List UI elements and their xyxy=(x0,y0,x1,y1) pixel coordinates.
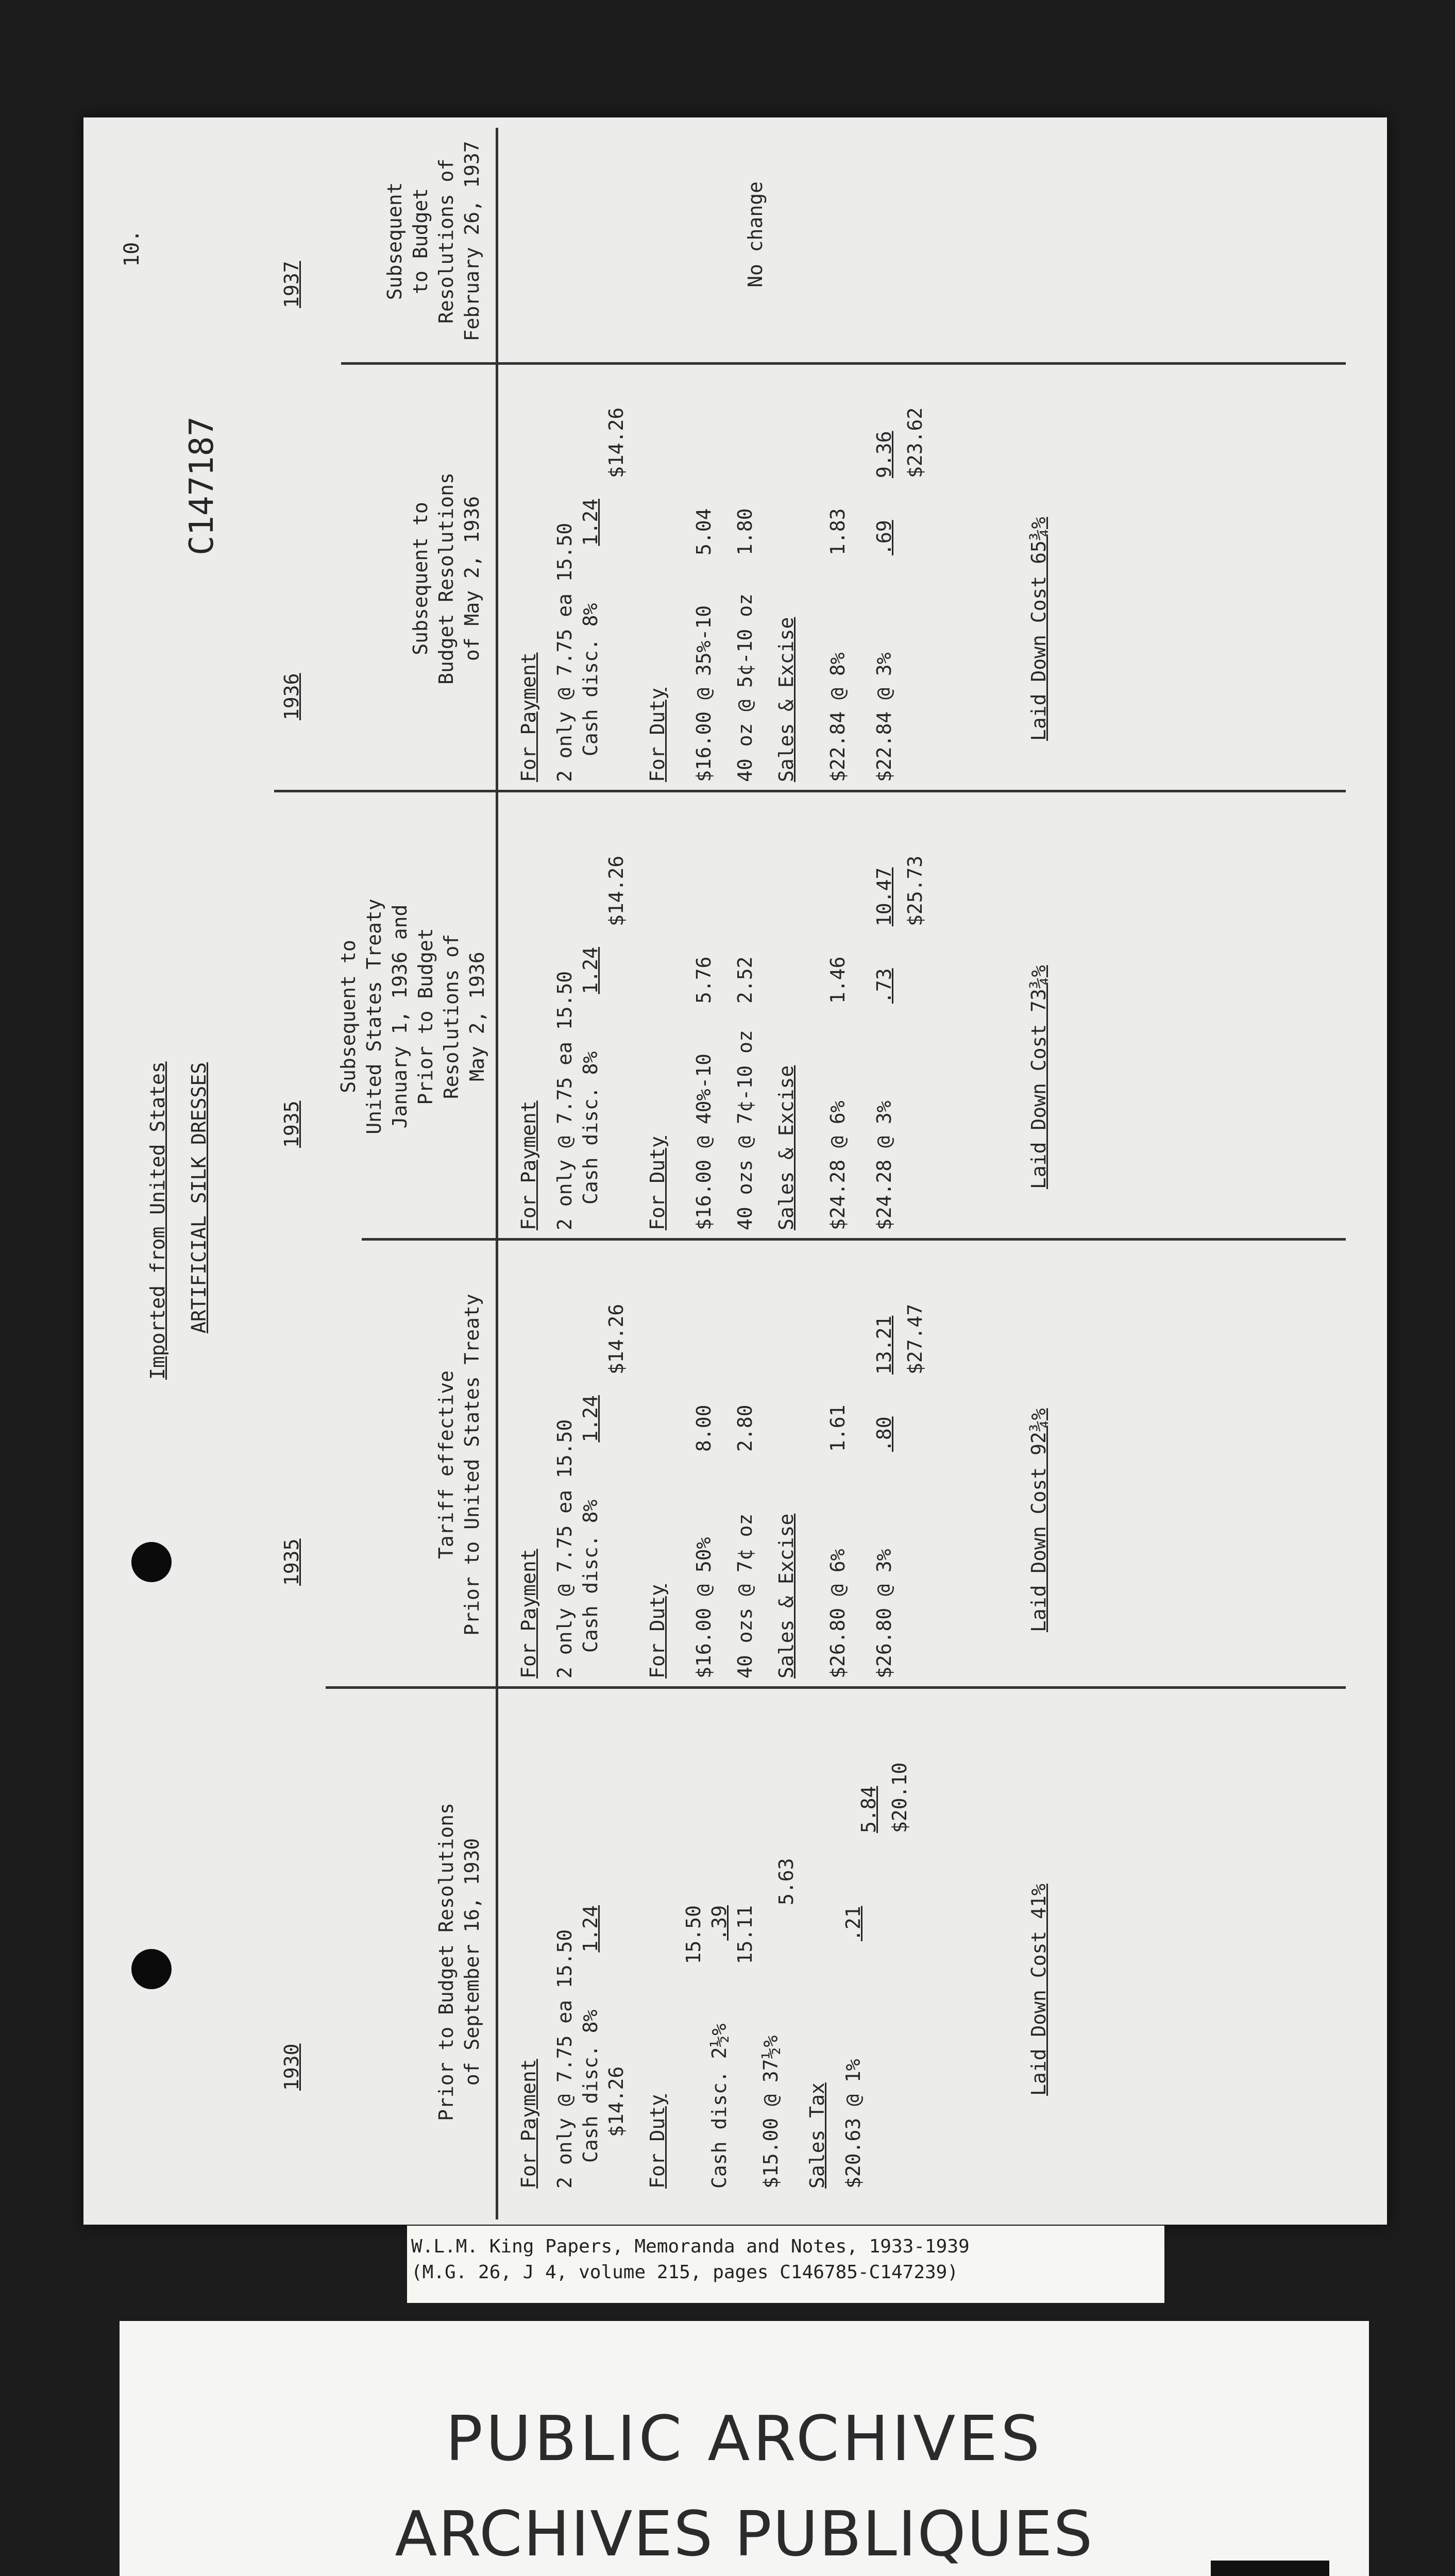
c2-tax-line2a: $26.80 @ 3% xyxy=(873,1549,895,1679)
header-rule xyxy=(496,128,498,2219)
stamp-line1: PUBLIC ARCHIVES xyxy=(445,2403,1043,2475)
c1-tax-label: Sales Tax xyxy=(806,2082,828,2189)
c3-header-1: Subsequent to xyxy=(337,940,360,1093)
c2-tax-line2c: 13.21 xyxy=(873,1315,895,1375)
column-divider xyxy=(326,1686,1346,1689)
page-number: 10. xyxy=(120,229,144,267)
c3-payment-total: $14.26 xyxy=(605,855,628,926)
c2-payment-line2b: 1.24 xyxy=(579,1395,602,1443)
stamp-line2: ARCHIVES PUBLIQUES xyxy=(395,2499,1094,2570)
c1-payment-line1: 2 only @ 7.75 ea 15.50 xyxy=(553,1929,576,2189)
c1-payment-line2a: Cash disc. 8% xyxy=(579,2009,602,2163)
c3-header-3: January 1, 1936 and xyxy=(388,904,411,1129)
c1-header-2: of September 16, 1930 xyxy=(461,1838,483,2086)
document-number: C147187 xyxy=(183,416,221,555)
c2-tax-line1a: $26.80 @ 6% xyxy=(826,1549,849,1679)
c1-duty-label: For Duty xyxy=(646,2094,669,2189)
c1-tax-line1a: $20.63 @ 1% xyxy=(842,2059,865,2189)
c2-grand-total: $27.47 xyxy=(904,1303,926,1375)
year-1935-b: 1935 xyxy=(280,1100,303,1148)
c1-payment-line2b: 1.24 xyxy=(579,1905,602,1953)
c2-duty-line1b: 8.00 xyxy=(692,1404,715,1452)
c4-payment-line2b: 1.24 xyxy=(579,499,602,546)
c3-laid-down: Laid Down Cost 73¾% xyxy=(1027,965,1050,1189)
c2-duty-label: For Duty xyxy=(646,1584,669,1679)
c2-header-2: Prior to United States Treaty xyxy=(461,1294,483,1636)
c2-payment-total: $14.26 xyxy=(605,1303,628,1375)
c4-header-3: of May 2, 1936 xyxy=(461,496,483,662)
c2-payment-label: For Payment xyxy=(517,1549,540,1679)
c4-tax-line1b: 1.83 xyxy=(826,508,849,555)
c1-header-1: Prior to Budget Resolutions xyxy=(435,1803,458,2121)
c2-tax-line2b: .80 xyxy=(873,1416,895,1452)
c3-payment-line1: 2 only @ 7.75 ea 15.50 xyxy=(553,971,576,1230)
c1-laid-down: Laid Down Cost 41% xyxy=(1027,1884,1050,2096)
archive-label-line1: W.L.M. King Papers, Memoranda and Notes, 1933-1939 xyxy=(411,2236,970,2257)
c3-tax-line2b: .73 xyxy=(873,968,895,1004)
c3-tax-line2c: 10.47 xyxy=(873,867,895,926)
c2-header-1: Tariff effective xyxy=(435,1370,458,1560)
archive-label-line2: (M.G. 26, J 4, volume 215, pages C146785-C147239) xyxy=(411,2262,959,2283)
c4-duty-line1a: $16.00 @ 35%-10 xyxy=(692,605,715,782)
rotated-table xyxy=(83,117,1387,2225)
c1-grand-total: $20.10 xyxy=(888,1762,911,1833)
c4-tax-label: Sales & Excise xyxy=(775,617,798,782)
c4-duty-line1b: 5.04 xyxy=(692,508,715,555)
c2-tax-line1b: 1.61 xyxy=(826,1404,849,1452)
c5-header-2: to Budget xyxy=(409,188,432,294)
c1-duty-line2b: .39 xyxy=(708,1905,731,1941)
c1-duty-line1a: 15.50 xyxy=(682,1905,705,1964)
c3-tax-line2a: $24.28 @ 3% xyxy=(873,1100,895,1230)
c2-duty-line1a: $16.00 @ 50% xyxy=(692,1537,715,1679)
c4-tax-line1a: $22.84 @ 8% xyxy=(826,652,849,782)
c5-no-change: No change xyxy=(744,181,767,287)
c4-tax-line2a: $22.84 @ 3% xyxy=(873,652,895,782)
c4-header-2: Budget Resolutions xyxy=(435,472,458,685)
c5-header-4: February 26, 1937 xyxy=(461,141,483,342)
c4-payment-label: For Payment xyxy=(517,652,540,782)
c5-header-3: Resolutions of xyxy=(435,158,458,324)
column-divider xyxy=(362,1238,1346,1241)
c1-payment-total: $14.26 xyxy=(605,2066,628,2137)
c3-header-2: United States Treaty xyxy=(363,899,385,1134)
c3-duty-line2b: 2.52 xyxy=(734,956,756,1004)
c3-duty-line1a: $16.00 @ 40%-10 xyxy=(692,1053,715,1230)
c2-payment-line2a: Cash disc. 8% xyxy=(579,1499,602,1653)
c2-tax-label: Sales & Excise xyxy=(775,1513,798,1679)
c4-tax-line2b: .69 xyxy=(873,520,895,555)
c1-tax-line1c: 5.84 xyxy=(857,1786,880,1833)
c3-duty-line1b: 5.76 xyxy=(692,956,715,1004)
heading-line1: Imported from United States xyxy=(146,1061,169,1380)
column-divider xyxy=(274,790,1346,792)
c4-laid-down: Laid Down Cost 65¾% xyxy=(1027,517,1050,741)
c1-tax-line1b: .21 xyxy=(842,1906,865,1941)
year-1935-a: 1935 xyxy=(280,1538,303,1586)
document-page xyxy=(83,117,1387,2225)
punch-hole xyxy=(131,1949,172,1989)
c2-payment-line1: 2 only @ 7.75 ea 15.50 xyxy=(553,1419,576,1679)
c4-payment-total: $14.26 xyxy=(605,407,628,478)
archives-stamp-card xyxy=(120,2321,1369,2576)
c1-duty-line2a: Cash disc. 2½% xyxy=(708,2023,731,2189)
archive-reference-label xyxy=(407,2226,1164,2303)
punch-hole xyxy=(131,1542,172,1582)
year-1930: 1930 xyxy=(280,2043,303,2091)
c3-grand-total: $25.73 xyxy=(904,855,926,926)
c1-payment-label: For Payment xyxy=(517,2059,540,2189)
column-divider xyxy=(341,362,1346,365)
c2-duty-line2b: 2.80 xyxy=(734,1404,756,1452)
c3-duty-line2a: 40 ozs @ 7¢-10 oz xyxy=(734,1030,756,1230)
c4-duty-line2a: 40 oz @ 5¢-10 oz xyxy=(734,593,756,782)
c3-payment-line2a: Cash disc. 8% xyxy=(579,1051,602,1205)
year-1937: 1937 xyxy=(280,261,303,308)
dark-tab xyxy=(1211,2561,1329,2576)
c4-grand-total: $23.62 xyxy=(904,407,926,478)
c3-header-6: May 2, 1936 xyxy=(466,952,488,1081)
c4-tax-line2c: 9.36 xyxy=(873,431,895,478)
c3-duty-label: For Duty xyxy=(646,1136,669,1230)
c4-payment-line2a: Cash disc. 8% xyxy=(579,603,602,756)
c3-header-4: Prior to Budget xyxy=(414,928,437,1105)
c1-duty-line4b: 5.63 xyxy=(775,1858,798,1905)
c3-tax-line1a: $24.28 @ 6% xyxy=(826,1100,849,1230)
year-1936: 1936 xyxy=(280,673,303,720)
heading-line2: ARTIFICIAL SILK DRESSES xyxy=(188,1062,210,1333)
c4-payment-line1: 2 only @ 7.75 ea 15.50 xyxy=(553,522,576,782)
c2-duty-line2a: 40 ozs @ 7¢ oz xyxy=(734,1513,756,1679)
c5-header-1: Subsequent xyxy=(383,182,406,300)
c1-duty-line4a: $15.00 @ 37½% xyxy=(759,2035,782,2189)
c1-duty-line3: 15.11 xyxy=(734,1905,756,1964)
c4-header-1: Subsequent to xyxy=(409,502,432,655)
c3-payment-label: For Payment xyxy=(517,1100,540,1230)
c2-laid-down: Laid Down Cost 92¾% xyxy=(1027,1408,1050,1632)
c3-payment-line2b: 1.24 xyxy=(579,947,602,994)
c3-tax-label: Sales & Excise xyxy=(775,1065,798,1230)
c4-duty-line2b: 1.80 xyxy=(734,508,756,555)
c4-duty-label: For Duty xyxy=(646,687,669,782)
c3-header-5: Resolutions of xyxy=(440,934,463,1099)
c3-tax-line1b: 1.46 xyxy=(826,956,849,1004)
